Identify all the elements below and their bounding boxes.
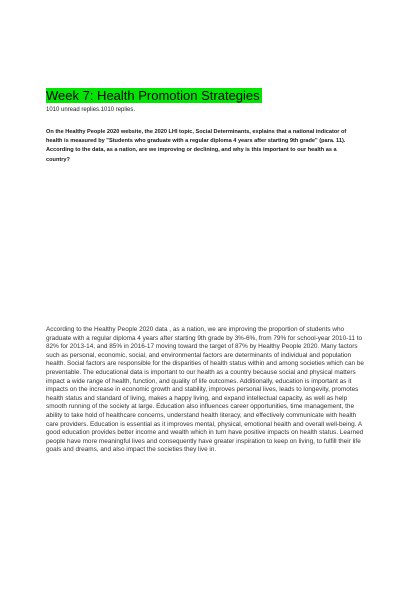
title-container: [46, 87, 262, 105]
discussion-answer: According to the Healthy People 2020 data , as a nation, we are improving the proportion of students who graduate with a regular diploma 4 years after starting 9th grade by 3%-6%, from 79% for school-year 2010-11 to 82% for 2013-14, and 85% in 2016-17 moving toward the target of 87% by Healthy People 2020. Many factors such as personal, economic, social, and environmental factors are determinants of individual and population health. Social factors are responsible for the disparities of health status within and among societies which can be preventable. The educational data is important to our health as a country because social and physical matters impact a wide range of health, function, and quality of life outcomes. Additionally, education is important as it impacts on the increase in economic growth and stability, improves personal lives, leads to longevity, promotes health status and standard of living, makes a happy living, and expand intellectual capacity, as well as help smooth running of the society at large. Education also influences career opportunities, time management, the ability to take hold of healthcare concerns, understand health literacy, and effectively communicate with health care providers. Education is essential as it improves mental, physical, emotional health and overall well-being. A good education provides better income and wealth which in turn have positive impacts on health status. Learned people have more meaningful lives and consequently have greater inspiration to keep on living, to fulfill their life goals and dreams, and also impact the societies they live in.: [46, 326, 364, 454]
replies-count: 1010 unread replies.1010 replies.: [46, 107, 136, 113]
discussion-question: On the Healthy People 2020 website, the 2020 LHI topic, Social Determinants, explains that a national indicator of health is measured by "Students who graduate with a regular diploma 4 years after starting 9th grade" (para. 11). According to the data, as a nation, are we improving or declining, and why is this important to our health as a country?: [46, 129, 347, 163]
page-title: Week 7: Health Promotion Strategies: [46, 88, 260, 103]
